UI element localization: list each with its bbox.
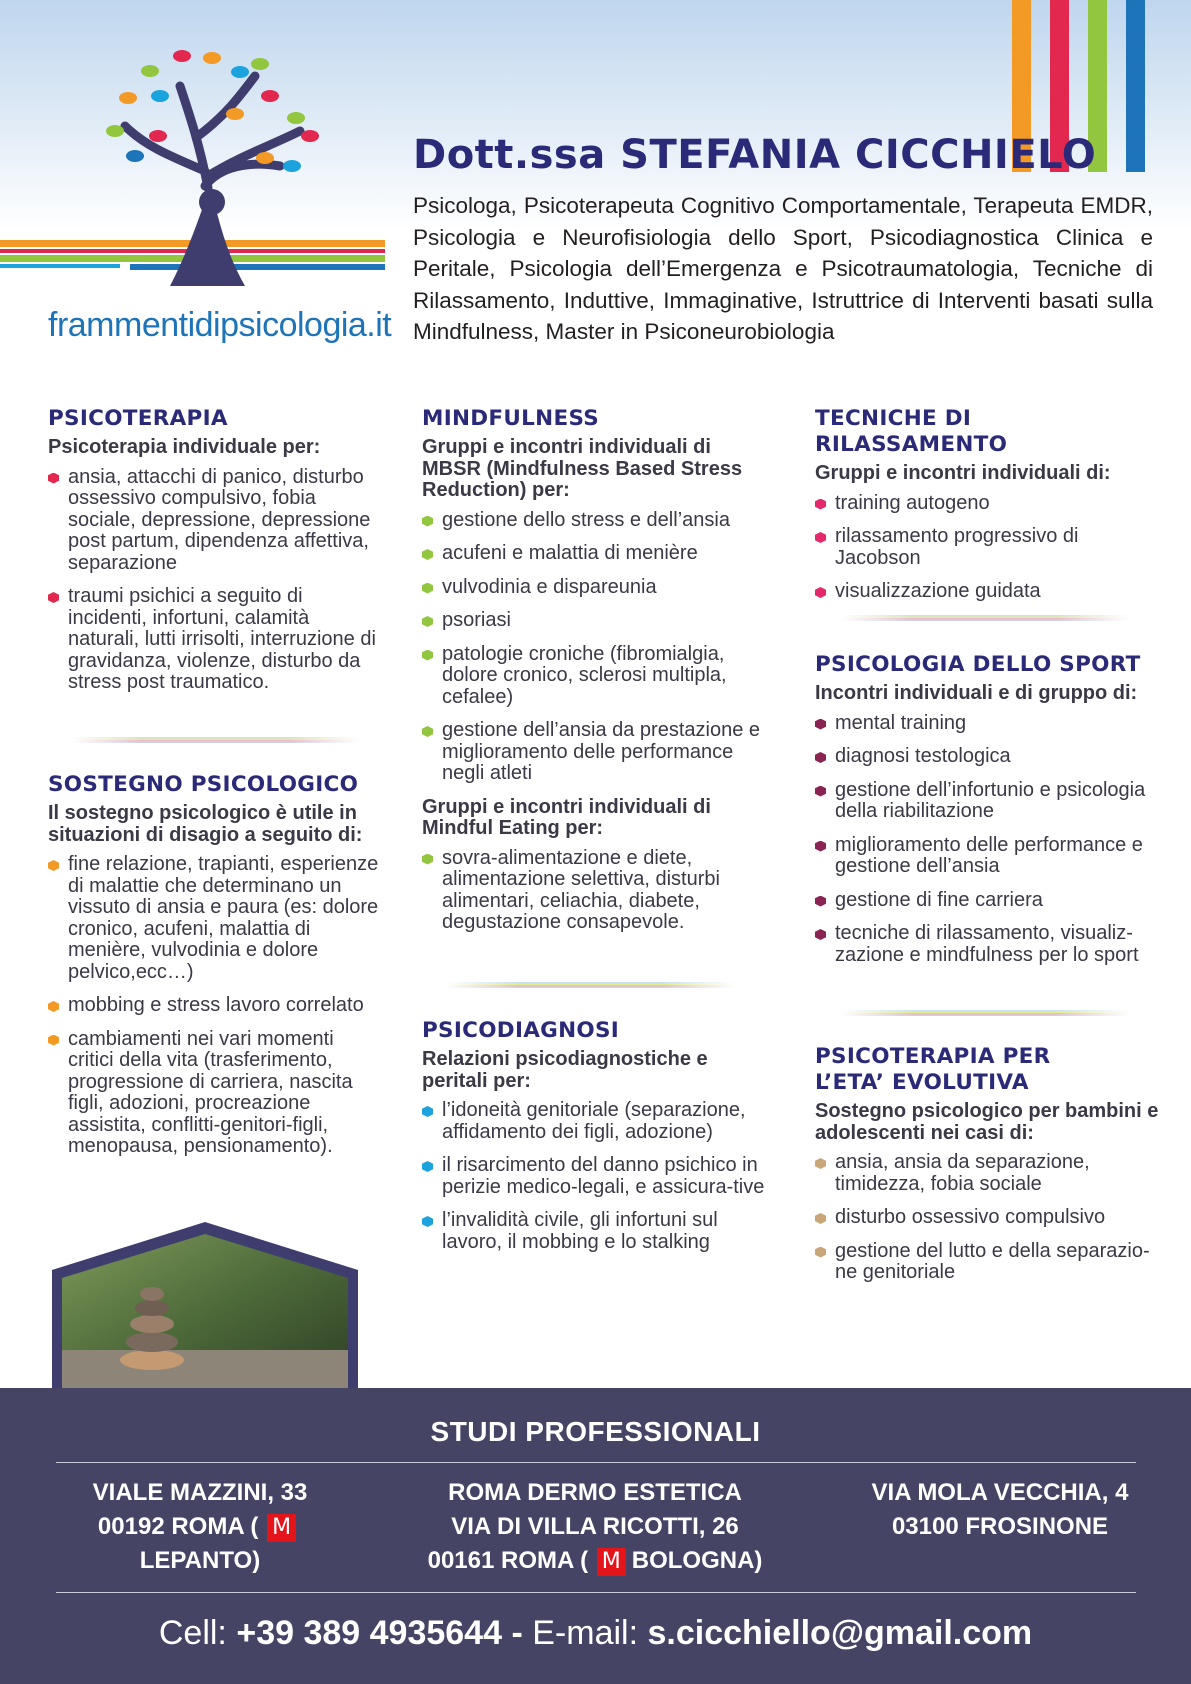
hexagon-bullet-icon bbox=[815, 499, 826, 510]
office-line: VIA MOLA VECCHIA, 4 bbox=[871, 1479, 1129, 1506]
list-item: acufeni e malattia di menière bbox=[422, 543, 767, 565]
list-item: gestione dell’ansia da prestazione e miglioramento delle performance negli atleti bbox=[422, 720, 767, 785]
credentials-text: Psicologa, Psicoterapeuta Cognitivo Comportamentale, Terapeuta EMDR, Psicologia e Neurofisiologia dello Sport, Psicodiagnostica Clinica e Peritale, Psicologia dell’Emergenza e Psicotraumatologia, Tecniche di Rilassamento, Induttive, Immaginative, Istruttrice di Interventi basati sulla Mindfulness, Master in Psiconeurobiologia bbox=[413, 193, 1153, 344]
hexagon-bullet-icon bbox=[48, 473, 59, 484]
footer-offices bbox=[0, 1388, 1191, 1684]
list-item: diagnosi testologica bbox=[815, 746, 1160, 768]
stacked-stones-photo-icon bbox=[52, 1222, 358, 1388]
list-item: miglioramento delle performance e gestione dell’ansia bbox=[815, 835, 1160, 878]
section-psicodiagnosi bbox=[422, 1018, 767, 1265]
section-psicoterapia bbox=[48, 406, 384, 706]
list-item: visualizzazione guidata bbox=[815, 581, 1160, 603]
section-intro: Incontri individuali e di gruppo di: bbox=[815, 682, 1138, 704]
bullet-list bbox=[422, 848, 767, 934]
hexagon-bullet-icon bbox=[422, 549, 433, 560]
section-divider bbox=[840, 615, 1130, 621]
hexagon-bullet-icon bbox=[815, 587, 826, 598]
bullet-list bbox=[48, 854, 384, 1158]
section-title: PSICOTERAPIA PER L’ETA’ EVOLUTIVA bbox=[815, 1044, 1051, 1095]
list-item: ansia, ansia da separazione, timidezza, fobia sociale bbox=[815, 1152, 1160, 1195]
office-line: 03100 FROSINONE bbox=[891, 1513, 1109, 1540]
list-item: fine relazione, trapianti, esperienze di malattie che determinano un vissuto di ansia e paura (es: dolore cronico, acufeni, malattia di menière, vulvodinia e dolore pelvico,ecc…) bbox=[48, 854, 384, 983]
section-title: MINDFULNESS bbox=[422, 406, 600, 431]
hexagon-bullet-icon bbox=[422, 583, 433, 594]
hexagon-bullet-icon bbox=[815, 786, 826, 797]
tree-figure-logo-icon bbox=[0, 36, 400, 296]
section-intro: Il sostegno psicologico è utile in situazioni di disagio a seguito di: bbox=[48, 802, 363, 846]
section-intro: Psicoterapia individuale per: bbox=[48, 436, 321, 458]
contact-separator: - bbox=[511, 1614, 523, 1652]
section-title: PSICOLOGIA DELLO SPORT bbox=[815, 652, 1141, 677]
contact-line bbox=[0, 1614, 1191, 1653]
hexagon-bullet-icon bbox=[422, 1216, 433, 1227]
stripe-blue bbox=[1126, 0, 1145, 172]
office-mazzini bbox=[40, 1476, 360, 1578]
bullet-list bbox=[815, 493, 1160, 603]
section-intro-mindful-eating: Gruppi e incontri individuali di Mindful Eating per: bbox=[422, 795, 711, 839]
list-item: psoriasi bbox=[422, 610, 767, 632]
cell-number[interactable]: +39 389 4935644 bbox=[236, 1614, 503, 1652]
hexagon-bullet-icon bbox=[422, 650, 433, 661]
hexagon-bullet-icon bbox=[815, 532, 826, 543]
list-item: il risarcimento del danno psichico in perizie medico-legali, e assicura-tive bbox=[422, 1155, 767, 1198]
section-intro: Relazioni psicodiagnostiche e peritali per: bbox=[422, 1048, 708, 1092]
office-line: VIALE MAZZINI, 33 bbox=[92, 1479, 308, 1506]
hexagon-bullet-icon bbox=[815, 929, 826, 940]
list-item: cambiamenti nei vari momenti critici della vita (trasferimento, progressione di carriera, nascita figli, adozioni, procreazione assistita, conflitti-genitori-figli, menopausa, pensionamento). bbox=[48, 1029, 384, 1158]
bullet-list bbox=[815, 1152, 1160, 1284]
doctor-name: Dott.ssa STEFANIA CICCHIELO bbox=[413, 132, 1097, 178]
section-title: PSICOTERAPIA bbox=[48, 406, 228, 431]
bullet-list bbox=[48, 467, 384, 694]
hexagon-bullet-icon bbox=[815, 841, 826, 852]
hexagon-bullet-icon bbox=[422, 726, 433, 737]
section-sport bbox=[815, 652, 1160, 978]
hexagon-bullet-icon bbox=[422, 616, 433, 627]
metro-icon: M bbox=[597, 1548, 626, 1576]
hexagon-bullet-icon bbox=[48, 1001, 59, 1012]
hexagon-bullet-icon bbox=[48, 860, 59, 871]
hexagon-bullet-icon bbox=[815, 1158, 826, 1169]
list-item: tecniche di rilassamento, visualiz-zazione e mindfulness per lo sport bbox=[815, 923, 1160, 966]
list-item: mobbing e stress lavoro correlato bbox=[48, 995, 384, 1017]
section-sostegno bbox=[48, 772, 384, 1170]
email-link[interactable]: s.cicchiello@gmail.com bbox=[647, 1614, 1033, 1652]
list-item: traumi psichici a seguito di incidenti, infortuni, calamità naturali, lutti irrisolti, interruzione di gravidanza, violenze, disturbo da stress post traumatico. bbox=[48, 586, 384, 694]
bullet-list bbox=[815, 713, 1160, 967]
bullet-list bbox=[422, 510, 767, 785]
hexagon-bullet-icon bbox=[815, 752, 826, 763]
site-name: frammentidipsicologia.it bbox=[48, 306, 392, 344]
list-item: disturbo ossessivo compulsivo bbox=[815, 1207, 1160, 1229]
email-label: E-mail: bbox=[532, 1614, 639, 1652]
list-item: vulvodinia e dispareunia bbox=[422, 577, 767, 599]
cell-label: Cell: bbox=[158, 1614, 227, 1652]
section-intro: Sostegno psicologico per bambini e adolescenti nei casi di: bbox=[815, 1100, 1159, 1144]
section-evolutiva bbox=[815, 1044, 1160, 1296]
footer-divider bbox=[56, 1592, 1136, 1593]
section-title: PSICODIAGNOSI bbox=[422, 1018, 620, 1043]
section-divider bbox=[70, 737, 360, 743]
list-item: l’invalidità civile, gli infortuni sul lavoro, il mobbing e lo stalking bbox=[422, 1210, 767, 1253]
section-title: TECNICHE DI RILASSAMENTO bbox=[815, 406, 1008, 457]
section-divider bbox=[840, 1010, 1130, 1016]
section-intro: Gruppi e incontri individuali di MBSR (Mindfulness Based Stress Reduction) per: bbox=[422, 436, 743, 501]
list-item: gestione dell’infortunio e psicologia della riabilitazione bbox=[815, 780, 1160, 823]
office-line: 00192 ROMA ( MLEPANTO) bbox=[40, 1510, 360, 1578]
hexagon-bullet-icon bbox=[48, 1035, 59, 1046]
office-frosinone bbox=[850, 1476, 1150, 1544]
hexagon-bullet-icon bbox=[422, 854, 433, 865]
list-item: patologie croniche (fibromialgia, dolore cronico, sclerosi multipla, cefalee) bbox=[422, 644, 767, 709]
section-title: SOSTEGNO PSICOLOGICO bbox=[48, 772, 359, 797]
office-line: ROMA DERMO ESTETICA bbox=[448, 1479, 742, 1506]
footer-title: STUDI PROFESSIONALI bbox=[430, 1416, 761, 1447]
hexagon-bullet-icon bbox=[815, 896, 826, 907]
office-dermo-estetica bbox=[420, 1476, 770, 1578]
list-item: training autogeno bbox=[815, 493, 1160, 515]
bullet-list bbox=[422, 1100, 767, 1253]
hexagon-bullet-icon bbox=[815, 1213, 826, 1224]
hexagon-bullet-icon bbox=[815, 719, 826, 730]
section-divider bbox=[445, 982, 735, 988]
list-item: rilassamento progressivo di Jacobson bbox=[815, 526, 1160, 569]
hexagon-bullet-icon bbox=[48, 592, 59, 603]
hexagon-bullet-icon bbox=[422, 1161, 433, 1172]
list-item: gestione del lutto e della separazio-ne genitoriale bbox=[815, 1241, 1160, 1284]
section-intro: Gruppi e incontri individuali di: bbox=[815, 462, 1111, 484]
metro-icon: M bbox=[267, 1514, 296, 1542]
footer-divider bbox=[56, 1462, 1136, 1463]
list-item: gestione di fine carriera bbox=[815, 890, 1160, 912]
list-item: l’idoneità genitoriale (separazione, affidamento dei figli, adozione) bbox=[422, 1100, 767, 1143]
list-item: gestione dello stress e dell’ansia bbox=[422, 510, 767, 532]
office-line: VIA DI VILLA RICOTTI, 26 bbox=[451, 1513, 739, 1540]
hexagon-bullet-icon bbox=[815, 1247, 826, 1258]
list-item: sovra-alimentazione e diete, alimentazione selettiva, disturbi alimentari, celiachia, diabete, degustazione consapevole. bbox=[422, 848, 767, 934]
office-line: 00161 ROMA ( M BOLOGNA) bbox=[427, 1547, 763, 1574]
list-item: ansia, attacchi di panico, disturbo ossessivo compulsivo, fobia sociale, depressione, depressione post partum, dipendenza affettiva, separazione bbox=[48, 467, 384, 575]
hexagon-bullet-icon bbox=[422, 1106, 433, 1117]
section-mindfulness bbox=[422, 406, 767, 946]
list-item: mental training bbox=[815, 713, 1160, 735]
hexagon-bullet-icon bbox=[422, 516, 433, 527]
section-rilassamento bbox=[815, 406, 1160, 615]
